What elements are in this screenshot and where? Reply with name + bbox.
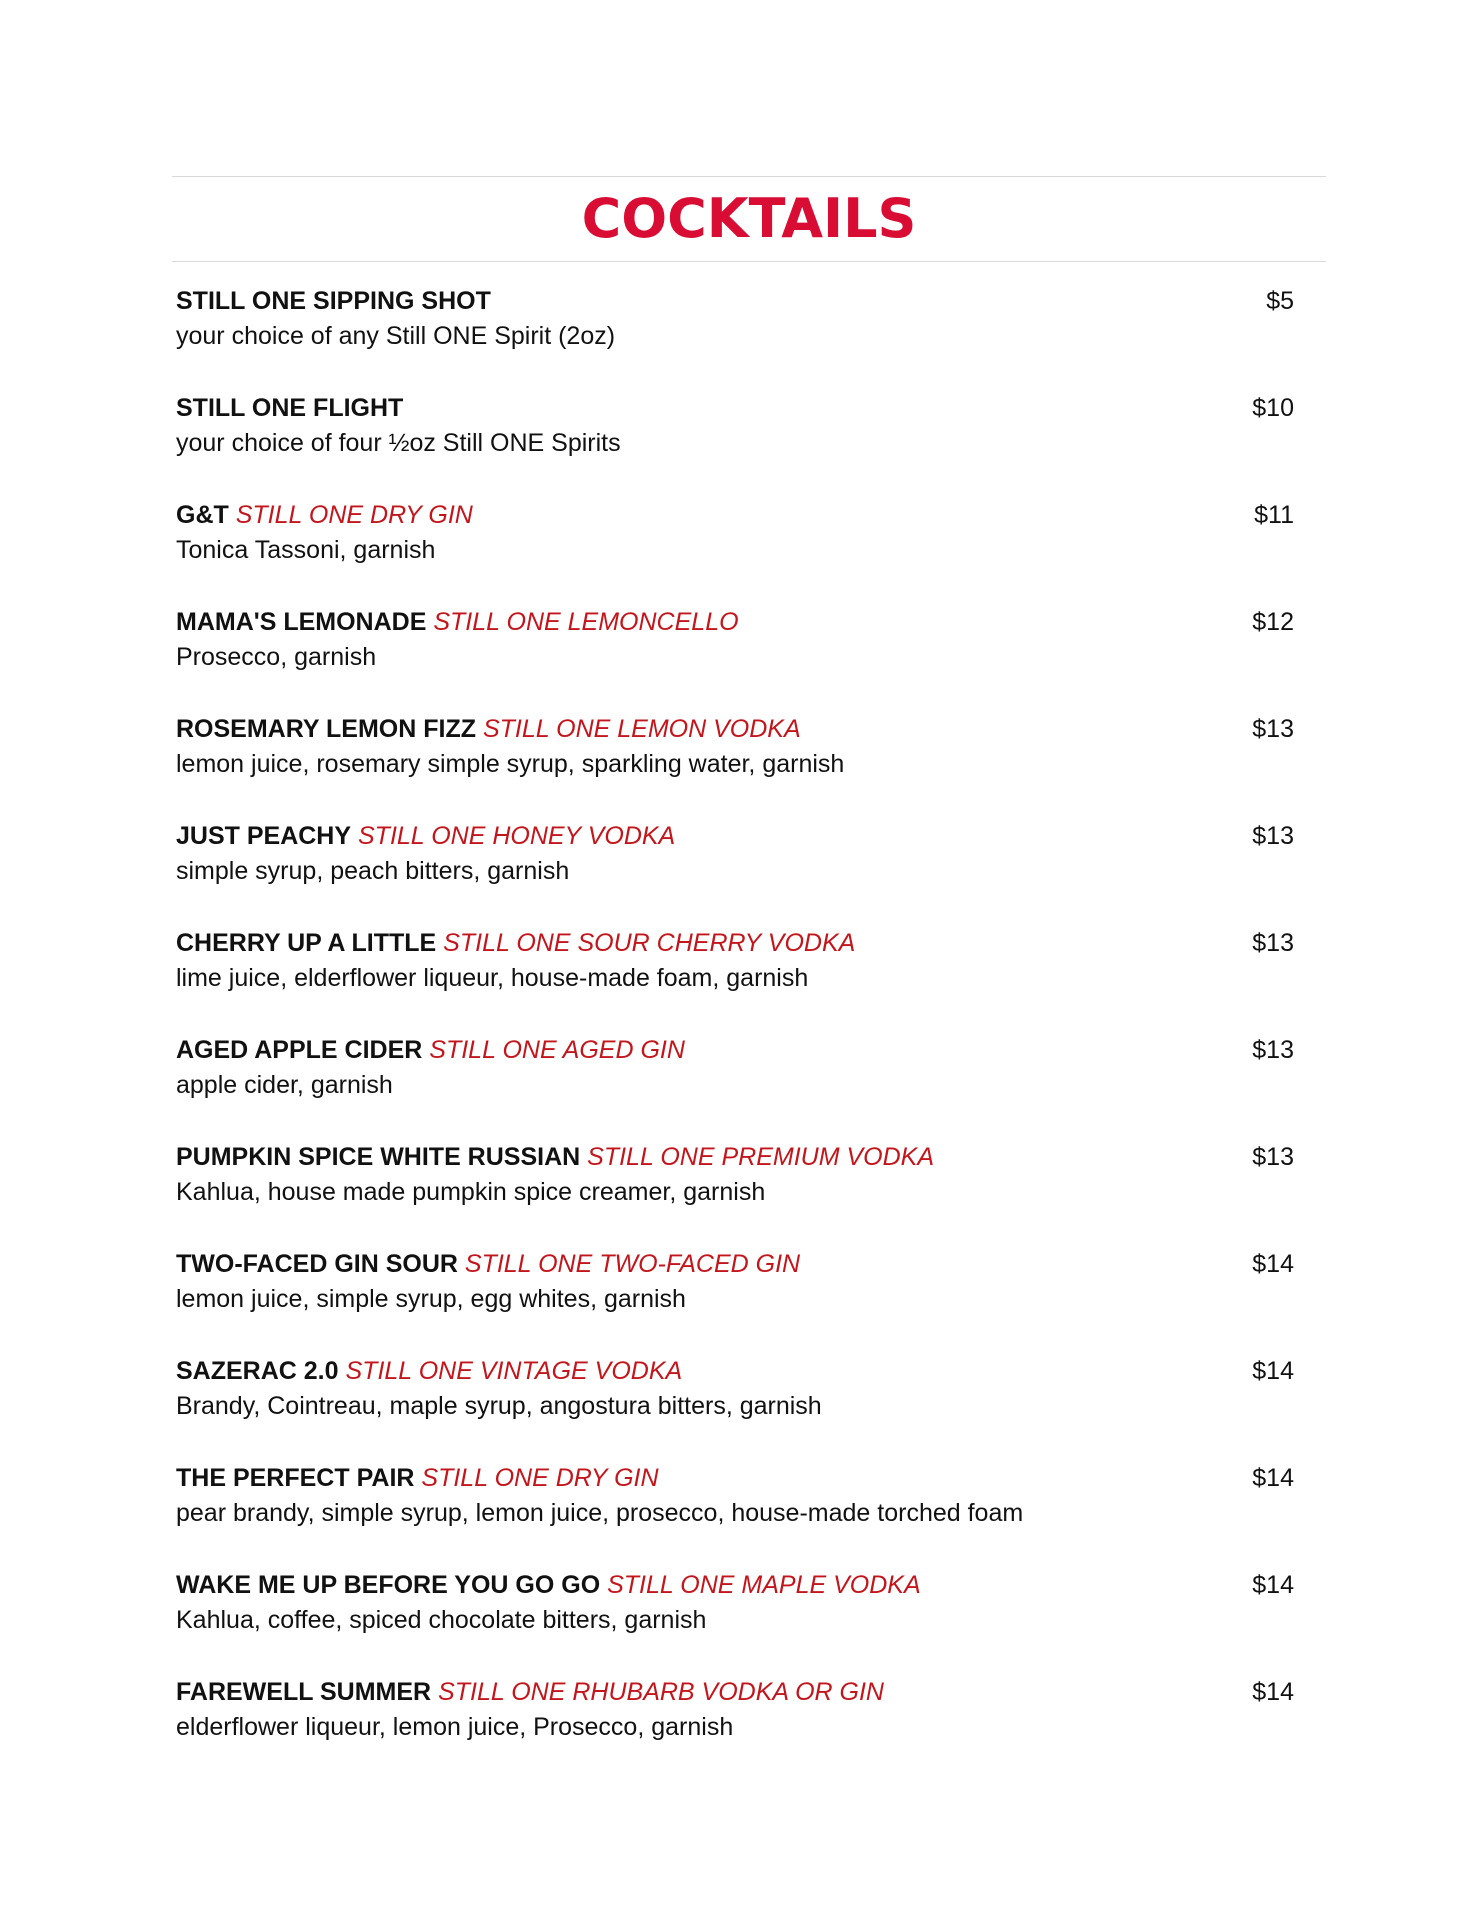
- menu-item-heading: [176, 712, 1326, 746]
- menu-item-11: [176, 1354, 1326, 1461]
- menu-item-name: ROSEMARY LEMON FIZZ: [176, 715, 476, 743]
- menu-item-spirit: STILL ONE LEMON VODKA: [482, 715, 801, 743]
- menu-item-separator: [339, 1357, 346, 1385]
- menu-item-name: FAREWELL SUMMER: [176, 1678, 432, 1706]
- menu-item-description: Brandy, Cointreau, maple syrup, angostura bitters, garnish: [176, 1392, 822, 1420]
- menu-item-price: $13: [1252, 1143, 1294, 1171]
- menu-item-description: elderflower liqueur, lemon juice, Prosecco, garnish: [176, 1713, 734, 1741]
- menu-item-description: Kahlua, coffee, spiced chocolate bitters, garnish: [176, 1606, 707, 1634]
- menu-item-price: $10: [1252, 394, 1294, 422]
- menu-item-name: STILL ONE SIPPING SHOT: [176, 287, 491, 315]
- menu-item-spirit: STILL ONE DRY GIN: [235, 501, 473, 529]
- top-divider: [172, 176, 1326, 177]
- menu-item-spirit: STILL ONE RHUBARB VODKA OR GIN: [438, 1678, 884, 1706]
- menu-item-7: [176, 926, 1326, 1033]
- menu-item-heading: [176, 1140, 1326, 1174]
- menu-item-12: [176, 1461, 1326, 1568]
- menu-item-spirit: STILL ONE AGED GIN: [429, 1036, 685, 1064]
- menu-item-price: $13: [1252, 822, 1294, 850]
- menu-item-price: $11: [1254, 501, 1294, 529]
- menu-title: COCKTAILS: [581, 187, 917, 250]
- menu-item-heading: [176, 284, 1326, 318]
- menu-item-description: apple cider, garnish: [176, 1071, 393, 1099]
- menu-item-heading: [176, 1247, 1326, 1281]
- menu-item-price: $13: [1252, 1036, 1294, 1064]
- menu-item-spirit: STILL ONE DRY GIN: [421, 1464, 659, 1492]
- menu-item-description: Kahlua, house made pumpkin spice creamer, garnish: [176, 1178, 766, 1206]
- menu-item-spirit: STILL ONE MAPLE VODKA: [607, 1571, 921, 1599]
- menu-item-description: your choice of four ½oz Still ONE Spirits: [176, 429, 621, 457]
- menu-item-spirit: STILL ONE PREMIUM VODKA: [587, 1143, 934, 1171]
- menu-item-name: SAZERAC 2.0: [176, 1357, 339, 1385]
- menu-item-heading: [176, 1568, 1326, 1602]
- menu-item-heading: [176, 819, 1326, 853]
- menu-item-name: THE PERFECT PAIR: [176, 1464, 415, 1492]
- menu-items-list: [172, 284, 1326, 1782]
- menu-item-name: TWO-FACED GIN SOUR: [176, 1250, 458, 1278]
- menu-item-price: $13: [1252, 715, 1294, 743]
- menu-page: [172, 176, 1326, 1782]
- menu-item-price: $14: [1252, 1357, 1294, 1385]
- menu-item-price: $14: [1252, 1250, 1294, 1278]
- menu-item-heading: [176, 391, 1326, 425]
- menu-item-description: pear brandy, simple syrup, lemon juice, prosecco, house-made torched foam: [176, 1499, 1024, 1527]
- menu-item-price: $14: [1252, 1571, 1294, 1599]
- menu-item-9: [176, 1140, 1326, 1247]
- menu-item-6: [176, 819, 1326, 926]
- menu-item-separator: [458, 1250, 465, 1278]
- menu-item-separator: [229, 501, 236, 529]
- menu-item-14: [176, 1675, 1326, 1782]
- menu-item-1: [176, 284, 1326, 391]
- menu-item-name: WAKE ME UP BEFORE YOU GO GO: [176, 1571, 601, 1599]
- menu-item-8: [176, 1033, 1326, 1140]
- menu-item-name: G&T: [176, 501, 229, 529]
- menu-item-heading: [176, 498, 1326, 532]
- menu-item-heading: [176, 1675, 1326, 1709]
- menu-item-separator: [351, 822, 358, 850]
- menu-item-name: CHERRY UP A LITTLE: [176, 929, 437, 957]
- menu-item-13: [176, 1568, 1326, 1675]
- menu-item-heading: [176, 1461, 1326, 1495]
- menu-item-price: $12: [1252, 608, 1294, 636]
- menu-item-description: Tonica Tassoni, garnish: [176, 536, 436, 564]
- menu-item-separator: [431, 1678, 438, 1706]
- menu-item-name: STILL ONE FLIGHT: [176, 394, 404, 422]
- menu-item-description: your choice of any Still ONE Spirit (2oz): [176, 322, 616, 350]
- menu-item-4: [176, 605, 1326, 712]
- menu-item-price: $14: [1252, 1464, 1294, 1492]
- menu-item-heading: [176, 1033, 1326, 1067]
- menu-item-10: [176, 1247, 1326, 1354]
- menu-item-spirit: STILL ONE TWO-FACED GIN: [464, 1250, 801, 1278]
- menu-item-name: MAMA'S LEMONADE: [176, 608, 427, 636]
- menu-item-heading: [176, 1354, 1326, 1388]
- menu-item-description: lemon juice, rosemary simple syrup, sparkling water, garnish: [176, 750, 845, 778]
- menu-item-spirit: STILL ONE HONEY VODKA: [358, 822, 676, 850]
- menu-item-name: JUST PEACHY: [176, 822, 352, 850]
- title-divider: [172, 261, 1326, 262]
- menu-item-description: Prosecco, garnish: [176, 643, 377, 671]
- menu-item-description: lemon juice, simple syrup, egg whites, garnish: [176, 1285, 686, 1313]
- menu-item-spirit: STILL ONE LEMONCELLO: [433, 608, 739, 636]
- menu-item-description: simple syrup, peach bitters, garnish: [176, 857, 570, 885]
- menu-item-3: [176, 498, 1326, 605]
- menu-item-price: $5: [1266, 287, 1294, 315]
- menu-item-price: $14: [1252, 1678, 1294, 1706]
- menu-item-spirit: STILL ONE SOUR CHERRY VODKA: [443, 929, 856, 957]
- menu-item-heading: [176, 605, 1326, 639]
- menu-item-2: [176, 391, 1326, 498]
- menu-item-heading: [176, 926, 1326, 960]
- menu-item-spirit: STILL ONE VINTAGE VODKA: [345, 1357, 683, 1385]
- menu-item-description: lime juice, elderflower liqueur, house-made foam, garnish: [176, 964, 809, 992]
- menu-item-name: PUMPKIN SPICE WHITE RUSSIAN: [176, 1143, 581, 1171]
- menu-item-5: [176, 712, 1326, 819]
- menu-item-separator: [476, 715, 483, 743]
- menu-item-price: $13: [1252, 929, 1294, 957]
- menu-item-name: AGED APPLE CIDER: [176, 1036, 423, 1064]
